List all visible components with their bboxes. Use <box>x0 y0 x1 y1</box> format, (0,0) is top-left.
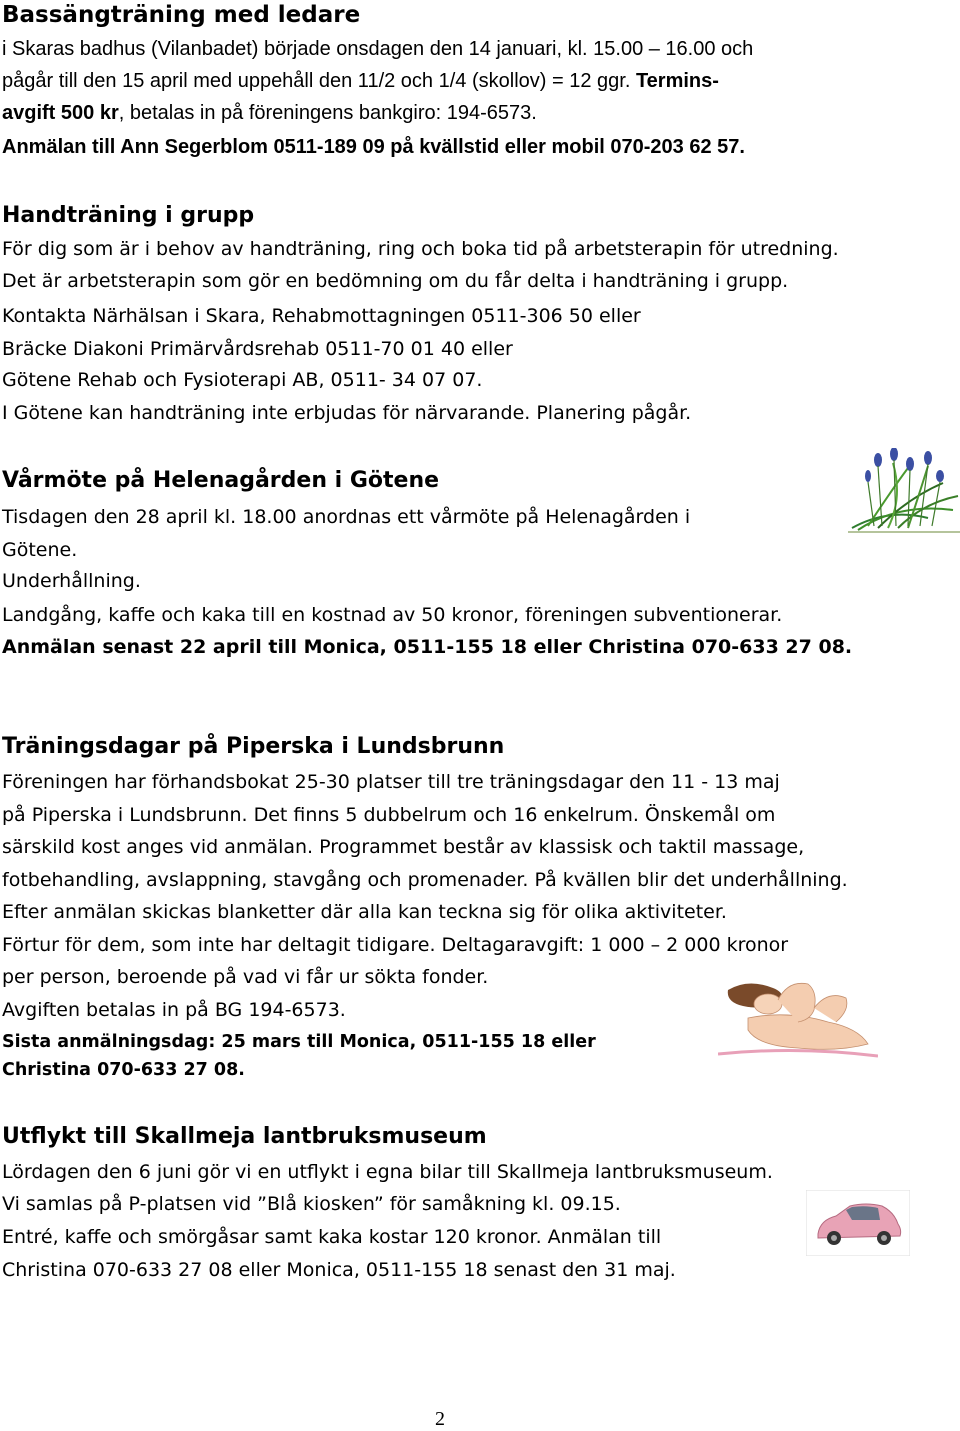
varmote-anmalan-bold: Anmälan senast 22 april till Monica, 0511-155 18 eller Christina 070-633 27 08. <box>2 636 853 658</box>
car-image <box>806 1190 910 1256</box>
heading-bassangtraning: Bassängträning med ledare <box>2 2 361 28</box>
bassang-line-2-text: pågår till den 15 april med uppehåll den 11/2 och 1/4 (skollov) = 12 ggr. <box>2 70 636 92</box>
bassang-line-2 <box>2 68 719 94</box>
bassang-line-3-text: , betalas in på föreningens bankgiro: 194-6573. <box>118 102 537 124</box>
piperska-line-4: fotbehandling, avslappning, stavgång och promenader. På kvällen blir det underhållning. <box>2 869 848 891</box>
flowers-image <box>848 448 960 534</box>
car-window <box>846 1206 880 1220</box>
piperska-line-2: på Piperska i Lundsbrunn. Det finns 5 dubbelrum och 16 enkelrum. Önskemål om <box>2 804 776 826</box>
bassang-line-4: Anmälan till Ann Segerblom 0511-189 09 på kvällstid eller mobil 070-203 62 57. <box>2 136 745 158</box>
hand-right <box>814 996 847 1022</box>
varmote-line-1: Tisdagen den 28 april kl. 18.00 anordnas ett vårmöte på Helenagården i <box>2 506 691 528</box>
hand-line-2: Det är arbetsterapin som gör en bedömning om du får delta i handträning i grupp. <box>2 270 789 292</box>
varmote-line-2: Götene. <box>2 539 78 561</box>
flower-heads <box>865 448 944 482</box>
piperska-line-7: per person, beroende på vad vi får ur sökta fonder. <box>2 966 489 988</box>
hand-line-3: Kontakta Närhälsan i Skara, Rehabmottagningen 0511-306 50 eller <box>2 305 641 327</box>
massage-image <box>718 970 878 1062</box>
bassang-termins-bold: Termins- <box>635 70 719 92</box>
piperska-sista-bold-2: Christina 070-633 27 08. <box>2 1060 245 1080</box>
utflykt-line-1: Lördagen den 6 juni gör vi en utflykt i egna bilar till Skallmeja lantbruksmuseum. <box>2 1161 773 1183</box>
bassang-line-1: i Skaras badhus (Vilanbadet) började onsdagen den 14 januari, kl. 15.00 – 16.00 och <box>2 38 754 60</box>
hand-line-4: Bräcke Diakoni Primärvårdsrehab 0511-70 01 40 eller <box>2 338 513 360</box>
hand-line-5: Götene Rehab och Fysioterapi AB, 0511- 34 07 07. <box>2 369 483 391</box>
piperska-line-1: Föreningen har förhandsbokat 25-30 platser till tre träningsdagar den 11 - 13 maj <box>2 771 780 793</box>
piperska-line-8: Avgiften betalas in på BG 194-6573. <box>2 999 346 1021</box>
heading-varmote: Vårmöte på Helenagården i Götene <box>2 468 440 493</box>
hand-line-6: I Götene kan handträning inte erbjudas för närvarande. Planering pågår. <box>2 402 692 424</box>
face <box>754 994 782 1014</box>
utflykt-line-4: Christina 070-633 27 08 eller Monica, 0511-155 18 senast den 31 maj. <box>2 1259 676 1281</box>
heading-handtraning: Handträning i grupp <box>2 203 255 228</box>
piperska-line-5: Efter anmälan skickas blanketter där alla kan teckna sig för olika aktiviteter. <box>2 901 727 923</box>
piperska-line-3: särskild kost anges vid anmälan. Programmet består av klassisk och taktil massage, <box>2 836 805 858</box>
varmote-line-3: Underhållning. <box>2 570 141 592</box>
heading-utflykt: Utflykt till Skallmeja lantbruksmuseum <box>2 1124 487 1149</box>
back <box>748 1015 868 1050</box>
varmote-line-4: Landgång, kaffe och kaka till en kostnad av 50 kronor, föreningen subventionerar. <box>2 604 783 626</box>
utflykt-line-3: Entré, kaffe och smörgåsar samt kaka kostar 120 kronor. Anmälan till <box>2 1226 662 1248</box>
heading-piperska: Träningsdagar på Piperska i Lundsbrunn <box>2 734 505 759</box>
hand-line-1: För dig som är i behov av handträning, ring och boka tid på arbetsterapin för utredning. <box>2 238 839 260</box>
page-number: 2 <box>435 1408 445 1430</box>
utflykt-line-2: Vi samlas på P-platsen vid ”Blå kiosken” för samåkning kl. 09.15. <box>2 1193 621 1215</box>
towel <box>718 1050 878 1056</box>
bassang-avgift-bold: avgift 500 kr <box>2 102 119 124</box>
stems <box>868 460 940 526</box>
piperska-sista-bold-1: Sista anmälningsdag: 25 mars till Monica, 0511-155 18 eller <box>2 1032 596 1052</box>
bassang-line-3 <box>2 100 537 126</box>
piperska-line-6: Förtur för dem, som inte har deltagit tidigare. Deltagaravgift: 1 000 – 2 000 kronor <box>2 934 789 956</box>
